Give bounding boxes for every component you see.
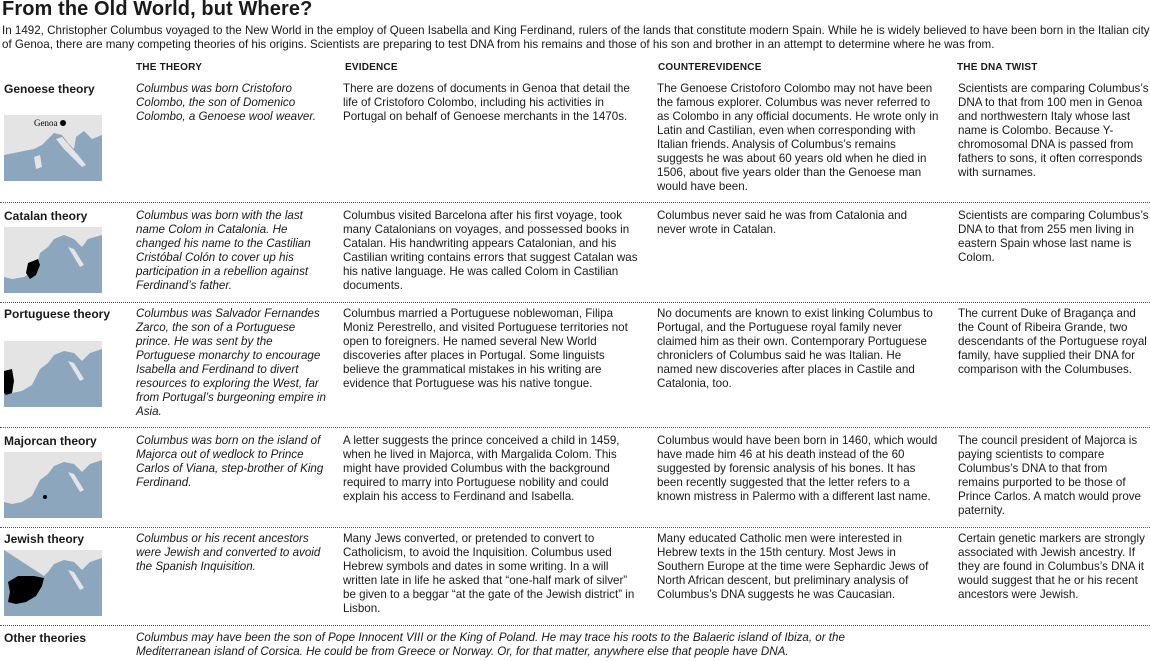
evidence-text: Columbus married a Portuguese noblewoman, Filipa Moniz Perestrello, and visited Portuguese territories not open to foreigners. He named several New World discoveries after places in Portugal. Some linguists believe the grammatical mistakes in his writing are evidence that Portuguese was his native tongue. — [343, 307, 628, 390]
map-catalonia — [4, 227, 102, 293]
theory-name: Jewish theory — [4, 532, 85, 546]
column-header-theory: THE THEORY — [136, 62, 203, 73]
dna-twist-text: Scientists are comparing Columbus’s DNA to that from 100 men in Genoa and northwestern Italy whose last name is Colombo. Because Y-chromosomal DNA is passed from fathers to sons, it often corresponds with surnames. — [958, 82, 1149, 179]
evidence-text: There are dozens of documents in Genoa that detail the life of Cristoforo Colombo, including his activities in Portugal on behalf of Genoese merchants in the 1470s. — [343, 82, 630, 123]
theory-name: Genoese theory — [4, 82, 95, 96]
column-header-dna-twist: THE DNA TWIST — [957, 62, 1038, 73]
counterevidence-text: No documents are known to exist linking Columbus to Portugal, and the Portuguese royal family never claimed him as their own. Contemporary Portuguese chroniclers of Columbus said he was Italian. He named new discoveries after places in Castile and Catalonia, too. — [657, 307, 933, 390]
evidence-text: A letter suggests the prince conceived a child in 1459, when he lived in Majorca, with Margalida Colom. This might have provided Columbus with the background required to marry into Portuguese nobility and could explain his access to Ferdinand and Isabella. — [343, 434, 620, 503]
evidence-text: Many Jews converted, or pretended to convert to Catholicism, to avoid the Inquisition. Columbus used Hebrew symbols and dates in some writing. In a will written late in life he asked that “one-half mark of silver” be given to a beggar “at the gate of the Jewish district” in Lisbon. — [343, 532, 635, 615]
counterevidence-text: The Genoese Cristoforo Colombo may not have been the famous explorer. Columbus was never referred to as Colombo in any official documents. He wrote only in Latin and Castilian, even when corresponding with Italian friends. Analysis of Columbus’s remains suggests he was about 60 years old when he died in 1506, about five years older than the Genoese man would have been. — [657, 82, 939, 193]
table-row-jewish — [0, 530, 1150, 626]
theory-text: Columbus was born on the island of Majorca out of wedlock to Prince Carlos of Viana, step-brother of King Ferdinand. — [136, 434, 324, 489]
map-portugal — [4, 341, 102, 407]
other-theories-text: Columbus may have been the son of Pope Innocent VIII or the King of Poland. He may trace his roots to the Balaeric island of Ibiza, or the Mediterranean island of Corsica. He could be from Greece or Norway. Or, for that matter, anywhere else that people have DNA. — [136, 631, 845, 658]
map-label-genoa: Genoa — [34, 118, 58, 128]
map-genoa — [4, 115, 102, 181]
table-row-genoese — [0, 80, 1150, 203]
theory-name: Other theories — [4, 631, 87, 645]
theory-name: Catalan theory — [4, 209, 88, 223]
theory-text: Columbus was born Cristoforo Colombo, the son of Domenico Colombo, a Genoese wool weaver. — [136, 82, 317, 123]
counterevidence-text: Columbus never said he was from Catalonia and never wrote in Catalan. — [657, 209, 908, 236]
dna-twist-text: Scientists are comparing Columbus’s DNA to that from 255 men living in eastern Spain whose last name is Colom. — [958, 209, 1149, 264]
dna-twist-text: Certain genetic markers are strongly associated with Jewish ancestry. If they are found in Columbus’s DNA it would suggest that he or his recent ancestors were Jewish. — [958, 532, 1145, 601]
evidence-text: Columbus visited Barcelona after his first voyage, took many Catalonians on voyages, and possessed books in Catalan. His handwriting appears Catalonian, and his Castilian writing contains errors that suggest Catalan was his native language. He was called Colom in Castilian documents. — [343, 209, 638, 292]
counterevidence-text: Many educated Catholic men were interested in Hebrew texts in the 15th century. Most Jews in Southern Europe at the time were Sephardic Jews of North African descent, but preliminary analysis of Columbus’s DNA suggests he was Caucasian. — [657, 532, 929, 601]
counterevidence-text: Columbus would have been born in 1460, which would have made him 46 at his death instead of the 60 suggested by forensic analysis of his bones. It has been recently suggested that the letter refers to a known mistress in Palermo with a different last name. — [657, 434, 938, 503]
dna-twist-text: The current Duke of Bragança and the Count of Ribeira Grande, two descendants of the Portuguese royal family, have supplied their DNA for comparison with the Columbuses. — [958, 307, 1147, 376]
theory-name: Portuguese theory — [4, 307, 111, 321]
theory-text: Columbus or his recent ancestors were Jewish and converted to avoid the Spanish Inquisition. — [136, 532, 321, 573]
page-title: From the Old World, but Where? — [2, 0, 313, 20]
theory-text: Columbus was born with the last name Colom in Catalonia. He changed his name to the Castilian Cristóbal Colón to cover up his participation in a rebellion against Ferdinand’s father. — [136, 209, 311, 292]
table-row-catalan — [0, 207, 1150, 303]
theory-name: Majorcan theory — [4, 434, 97, 448]
column-header-evidence: EVIDENCE — [345, 62, 398, 73]
theory-text: Columbus was Salvador Fernandes Zarco, the son of a Portuguese prince. He was sent by the Portuguese monarchy to encourage Isabella and Ferdinand to divert resources to exploring the West, far from Portugal’s burgeoning empire in Asia. — [136, 307, 326, 418]
table-row-portuguese — [0, 305, 1150, 428]
intro-paragraph: In 1492, Christopher Columbus voyaged to the New World in the employ of Queen Isabella and King Ferdinand, rulers of the lands that constitute modern Spain. While he is widely believed to have been born in the Italian city of Genoa, there are many competing theories of his origins. Scientists are preparing to test DNA from his remains and those of his son and brother in an attempt to determine where he was from. — [2, 24, 1150, 51]
table-row-other — [0, 629, 1150, 661]
table-row-majorcan — [0, 432, 1150, 528]
map-majorca — [4, 452, 102, 518]
dna-twist-text: The council president of Majorca is paying scientists to compare Columbus’s DNA to that from remains purported to be those of Prince Carlos. A match would prove paternity. — [958, 434, 1142, 517]
map-iberia — [4, 550, 102, 616]
column-header-counterevidence: COUNTEREVIDENCE — [658, 62, 762, 73]
